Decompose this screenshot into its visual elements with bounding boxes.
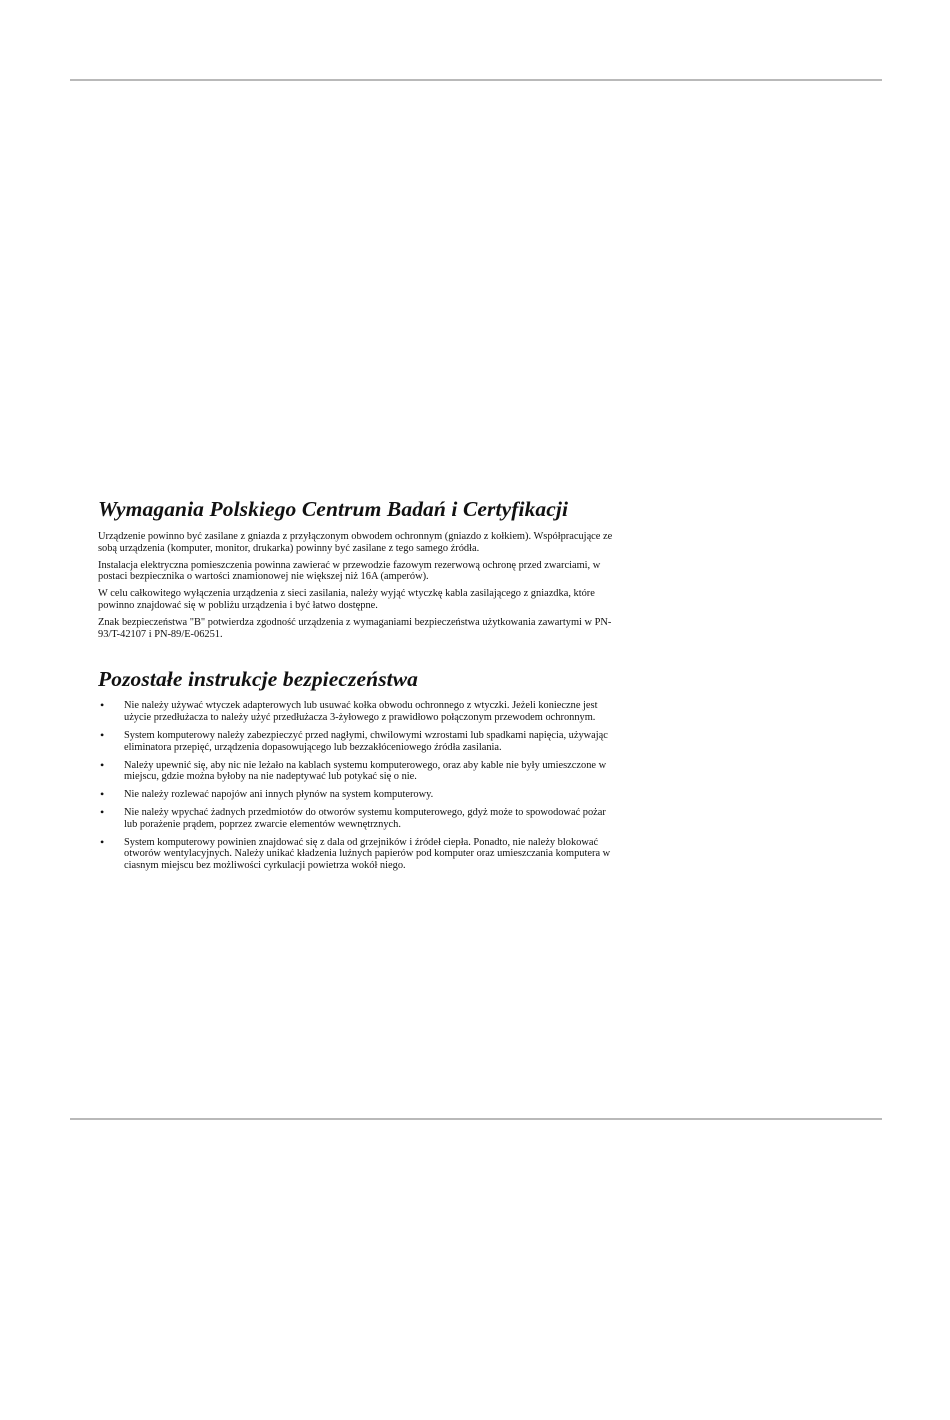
other-safety-instructions-section	[98, 666, 618, 872]
list-item	[98, 757, 618, 784]
paragraph-grounded-socket: Urządzenie powinno być zasilane z gniazda z przyłączonym obwodem ochronnym (gniazdo z kołkiem). Współpracujące ze sobą urządzenia (komputer, monitor, drukarka) powinny być zasilane z tego samego źródła.	[98, 531, 613, 554]
paragraph-disconnect: W celu całkowitego wyłączenia urządzenia z sieci zasilania, należy wyjąć wtyczkę kabla zasilającego z gniazdka, które powinno znajdować się w pobliżu urządzenia i być łatwo dostępne.	[98, 588, 595, 611]
list-item-text: System komputerowy powinien znajdować się z dala od grzejników i źródeł ciepła. Ponadto, nie należy blokować otworów wentylacyjnych. Należy unikać kładzenia luźnych papierów pod komputer oraz umieszczania komputera w ciasnym miejscu bez możliwości cyrkulacji powietrza wokół niego.	[124, 836, 611, 872]
top-divider	[70, 79, 882, 81]
bullet-icon: •	[100, 787, 105, 802]
list-item-text: Nie należy używać wtyczek adapterowych lub usuwać kołka obwodu ochronnego z wtyczki. Jeżeli konieczne jest użycie przedłużacza to należy użyć przedłużacza 3-żyłowego z prawidłowo połączonym przewodem ochronnym.	[124, 700, 598, 724]
list-item-text: Nie należy wpychać żadnych przedmiotów do otworów systemu komputerowego, gdyż może to spowodować pożar lub porażenie prądem, poprzez zwarcie elementów wewnętrznych.	[124, 806, 606, 830]
pcbc-requirements-heading: Wymagania Polskiego Centrum Badań i Certyfikacji	[98, 497, 569, 521]
list-item-text: Należy upewnić się, aby nic nie leżało na kablach systemu komputerowego, oraz aby kable nie były umieszczone w miejscu, gdzie można byłoby na nie nadeptywać lub potykać się o nie.	[124, 759, 607, 783]
list-item	[98, 700, 618, 724]
list-item	[98, 789, 618, 801]
paragraph-circuit-protection: Instalacja elektryczna pomieszczenia powinna zawierać w przewodzie fazowym rezerwową ochronę przed zwarciami, w postaci bezpiecznika o wartości znamionowej nie większej niż 16A (amperów).	[98, 559, 601, 583]
other-safety-instructions-heading: Pozostałe instrukcje bezpieczeństwa	[98, 667, 419, 692]
paragraph-safety-mark: Znak bezpieczeństwa "B" potwierdza zgodność urządzenia z wymaganiami bezpieczeństwa użytkowania zawartymi w PN-93/T-42107 i PN-89/E-06251.	[98, 616, 612, 640]
safety-instructions-list	[98, 700, 618, 872]
document-body	[98, 496, 618, 878]
list-item	[98, 804, 618, 831]
list-item	[98, 727, 618, 754]
list-item-text: Nie należy rozlewać napojów ani innych płynów na system komputerowy.	[124, 789, 434, 801]
bullet-icon: •	[100, 698, 105, 713]
bullet-icon: •	[100, 727, 105, 742]
bullet-icon: •	[100, 804, 105, 819]
bottom-divider	[70, 1118, 882, 1120]
list-item-text: System komputerowy należy zabezpieczyć przed nagłymi, chwilowymi wzrostami lub spadkami napięcia, używając eliminatora przepięć, urządzenia dopasowującego lub bezzakłóceniowego źródła zasilania.	[124, 729, 608, 753]
list-item	[98, 834, 618, 872]
bullet-icon: •	[100, 757, 105, 772]
pcbc-requirements-section	[98, 496, 618, 640]
bullet-icon: •	[100, 834, 105, 849]
